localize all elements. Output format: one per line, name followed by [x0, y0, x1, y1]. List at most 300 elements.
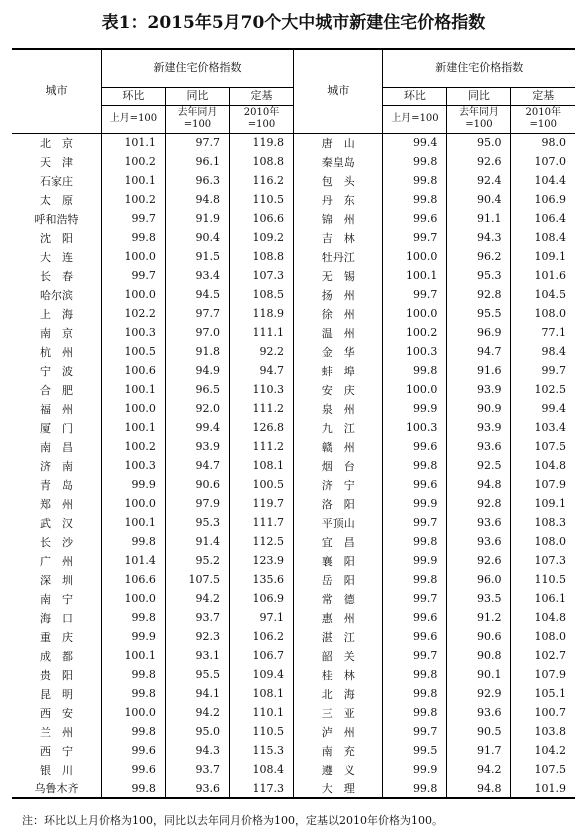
left-mom-cell: 100.1 — [101, 513, 165, 532]
left-mom-cell: 100.5 — [101, 342, 165, 361]
left-base-cell: 100.5 — [229, 475, 293, 494]
left-base-cell: 106.9 — [229, 589, 293, 608]
left-mom-cell: 99.8 — [101, 608, 165, 627]
right-city-cell: 济 宁 — [294, 475, 383, 494]
right-base-cell: 77.1 — [511, 323, 575, 342]
right-base-cell: 98.0 — [511, 133, 575, 152]
right-mom-cell: 99.8 — [383, 190, 447, 209]
right-yoy-cell: 92.9 — [447, 684, 511, 703]
left-base-cell: 111.7 — [229, 513, 293, 532]
left-yoy-cell: 94.9 — [165, 361, 229, 380]
left-city-cell: 西 宁 — [39, 744, 73, 758]
left-city-cell: 青 岛 — [39, 478, 73, 492]
left-city-cell: 大 连 — [39, 250, 73, 264]
right-yoy-cell: 93.9 — [447, 418, 511, 437]
left-mom-cell: 99.7 — [101, 266, 165, 285]
right-mom-cell: 99.7 — [383, 589, 447, 608]
left-city-cell: 太 原 — [39, 193, 73, 207]
left-mom-cell: 99.6 — [101, 741, 165, 760]
table-row — [12, 532, 575, 551]
left-base-cell: 135.6 — [229, 570, 293, 589]
left-yoy-cell: 94.8 — [165, 190, 229, 209]
left-city-cell: 昆 明 — [39, 687, 73, 701]
left-city-cell: 贵 阳 — [39, 668, 73, 682]
right-city-cell: 湛 江 — [294, 627, 383, 646]
header-base-left: 定基 — [229, 87, 293, 105]
right-city-cell: 北 海 — [294, 684, 383, 703]
left-mom-cell: 99.8 — [101, 228, 165, 247]
right-city-cell: 韶 关 — [294, 646, 383, 665]
header-city-left: 城市 — [12, 49, 101, 133]
right-city-cell: 惠 州 — [294, 608, 383, 627]
right-mom-cell: 99.8 — [383, 684, 447, 703]
left-mom-cell: 100.1 — [101, 171, 165, 190]
header-fixed-base-left: 2010年 =100 — [229, 105, 293, 133]
table-row — [12, 494, 575, 513]
left-yoy-cell: 93.1 — [165, 646, 229, 665]
left-base-cell: 119.7 — [229, 494, 293, 513]
right-city-cell: 襄 阳 — [294, 551, 383, 570]
right-city-cell: 泉 州 — [294, 399, 383, 418]
header-mom-left: 环比 — [101, 87, 165, 105]
table-row — [12, 209, 575, 228]
left-city-cell: 北 京 — [39, 136, 73, 150]
right-yoy-cell: 92.8 — [447, 494, 511, 513]
right-mom-cell: 100.0 — [383, 304, 447, 323]
right-base-cell: 102.7 — [511, 646, 575, 665]
left-base-cell: 106.2 — [229, 627, 293, 646]
left-yoy-cell: 90.6 — [165, 475, 229, 494]
left-base-cell: 108.8 — [229, 152, 293, 171]
left-base-cell: 111.2 — [229, 437, 293, 456]
right-base-cell: 108.0 — [511, 304, 575, 323]
right-base-cell: 108.4 — [511, 228, 575, 247]
header-city-right: 城市 — [294, 49, 383, 133]
right-base-cell: 104.2 — [511, 741, 575, 760]
left-yoy-cell: 94.7 — [165, 456, 229, 475]
left-city-cell: 兰 州 — [39, 725, 73, 739]
right-mom-cell: 99.7 — [383, 228, 447, 247]
right-mom-cell: 99.5 — [383, 741, 447, 760]
left-base-cell: 117.3 — [229, 779, 293, 798]
header-yoy-base-left: 去年同月 =100 — [165, 105, 229, 133]
left-city-cell: 天 津 — [39, 155, 73, 169]
right-mom-cell: 99.8 — [383, 361, 447, 380]
right-base-cell: 103.8 — [511, 722, 575, 741]
right-yoy-cell: 96.9 — [447, 323, 511, 342]
right-city-cell: 遵 义 — [294, 760, 383, 779]
table-row — [12, 266, 575, 285]
left-yoy-cell: 95.5 — [165, 665, 229, 684]
left-city-cell: 宁 波 — [39, 364, 73, 378]
right-yoy-cell: 90.4 — [447, 190, 511, 209]
header-base-right: 定基 — [511, 87, 575, 105]
table-row — [12, 760, 575, 779]
left-yoy-cell: 92.3 — [165, 627, 229, 646]
right-yoy-cell: 94.3 — [447, 228, 511, 247]
left-mom-cell: 99.8 — [101, 684, 165, 703]
right-base-cell: 107.9 — [511, 475, 575, 494]
right-base-cell: 109.1 — [511, 494, 575, 513]
left-mom-cell: 100.0 — [101, 399, 165, 418]
right-yoy-cell: 92.8 — [447, 285, 511, 304]
right-base-cell: 107.5 — [511, 437, 575, 456]
left-mom-cell: 100.0 — [101, 247, 165, 266]
right-city-cell: 九 江 — [294, 418, 383, 437]
right-yoy-cell: 94.7 — [447, 342, 511, 361]
right-yoy-cell: 92.4 — [447, 171, 511, 190]
right-mom-cell: 100.2 — [383, 323, 447, 342]
table-row — [12, 171, 575, 190]
left-yoy-cell: 97.7 — [165, 133, 229, 152]
left-yoy-cell: 94.2 — [165, 703, 229, 722]
right-mom-cell: 99.9 — [383, 494, 447, 513]
left-yoy-cell: 95.0 — [165, 722, 229, 741]
left-mom-cell: 99.6 — [101, 760, 165, 779]
table-row — [12, 627, 575, 646]
left-city-cell: 哈尔滨 — [39, 288, 73, 302]
table-row — [12, 133, 575, 152]
right-base-cell: 99.7 — [511, 361, 575, 380]
right-mom-cell: 99.7 — [383, 646, 447, 665]
right-mom-cell: 99.9 — [383, 551, 447, 570]
left-base-cell: 108.8 — [229, 247, 293, 266]
left-mom-cell: 100.2 — [101, 152, 165, 171]
left-mom-cell: 99.9 — [101, 475, 165, 494]
left-mom-cell: 99.9 — [101, 627, 165, 646]
right-yoy-cell: 93.6 — [447, 703, 511, 722]
right-base-cell: 101.6 — [511, 266, 575, 285]
right-mom-cell: 100.1 — [383, 266, 447, 285]
left-city-cell: 福 州 — [39, 402, 73, 416]
right-city-cell: 安 庆 — [294, 380, 383, 399]
left-yoy-cell: 107.5 — [165, 570, 229, 589]
table-row — [12, 247, 575, 266]
right-city-cell: 锦 州 — [294, 209, 383, 228]
left-mom-cell: 99.8 — [101, 532, 165, 551]
right-yoy-cell: 95.5 — [447, 304, 511, 323]
left-yoy-cell: 99.4 — [165, 418, 229, 437]
left-mom-cell: 106.6 — [101, 570, 165, 589]
right-city-cell: 包 头 — [294, 171, 383, 190]
left-mom-cell: 100.3 — [101, 456, 165, 475]
left-mom-cell: 100.3 — [101, 323, 165, 342]
left-yoy-cell: 95.2 — [165, 551, 229, 570]
right-city-cell: 唐 山 — [294, 133, 383, 152]
left-city-cell: 济 南 — [39, 459, 73, 473]
left-mom-cell: 100.2 — [101, 437, 165, 456]
right-yoy-cell: 91.6 — [447, 361, 511, 380]
left-yoy-cell: 93.6 — [165, 779, 229, 798]
left-base-cell: 110.1 — [229, 703, 293, 722]
left-yoy-cell: 94.1 — [165, 684, 229, 703]
right-city-cell: 三 亚 — [294, 703, 383, 722]
right-base-cell: 110.5 — [511, 570, 575, 589]
left-yoy-cell: 92.0 — [165, 399, 229, 418]
left-city-cell: 南 京 — [39, 326, 73, 340]
right-yoy-cell: 91.7 — [447, 741, 511, 760]
left-mom-cell: 99.8 — [101, 722, 165, 741]
left-yoy-cell: 97.7 — [165, 304, 229, 323]
left-base-cell: 109.4 — [229, 665, 293, 684]
table-row — [12, 228, 575, 247]
right-yoy-cell: 96.0 — [447, 570, 511, 589]
right-yoy-cell: 92.6 — [447, 152, 511, 171]
table-title: 表1：2015年5月70个大中城市新建住宅价格指数 — [101, 13, 486, 33]
right-city-cell: 无 锡 — [294, 266, 383, 285]
left-mom-cell: 100.1 — [101, 418, 165, 437]
right-mom-cell: 100.3 — [383, 418, 447, 437]
right-city-cell: 丹 东 — [294, 190, 383, 209]
left-yoy-cell: 95.3 — [165, 513, 229, 532]
left-mom-cell: 100.1 — [101, 646, 165, 665]
header-group-right: 新建住宅价格指数 — [383, 49, 575, 87]
right-yoy-cell: 92.6 — [447, 551, 511, 570]
left-mom-cell: 100.1 — [101, 380, 165, 399]
left-base-cell: 118.9 — [229, 304, 293, 323]
left-mom-cell: 100.0 — [101, 703, 165, 722]
table-row — [12, 456, 575, 475]
right-city-cell: 秦皇岛 — [294, 152, 383, 171]
table-body — [12, 133, 575, 798]
right-mom-cell: 99.9 — [383, 760, 447, 779]
right-city-cell: 桂 林 — [294, 665, 383, 684]
left-base-cell: 112.5 — [229, 532, 293, 551]
right-yoy-cell: 90.9 — [447, 399, 511, 418]
left-mom-cell: 99.8 — [101, 779, 165, 798]
table-row — [12, 342, 575, 361]
right-base-cell: 108.0 — [511, 627, 575, 646]
right-mom-cell: 99.6 — [383, 209, 447, 228]
left-yoy-cell: 96.5 — [165, 380, 229, 399]
left-base-cell: 110.5 — [229, 190, 293, 209]
left-base-cell: 108.1 — [229, 684, 293, 703]
left-city-cell: 上 海 — [39, 307, 73, 321]
left-yoy-cell: 97.0 — [165, 323, 229, 342]
table-row — [12, 418, 575, 437]
header-mom-base-left: 上月=100 — [101, 105, 165, 133]
right-city-cell: 岳 阳 — [294, 570, 383, 589]
left-city-cell: 乌鲁木齐 — [12, 779, 101, 798]
right-mom-cell: 99.7 — [383, 285, 447, 304]
right-mom-cell: 100.0 — [383, 247, 447, 266]
right-city-cell: 泸 州 — [294, 722, 383, 741]
right-yoy-cell: 94.8 — [447, 475, 511, 494]
left-yoy-cell: 97.9 — [165, 494, 229, 513]
right-city-cell: 南 充 — [294, 741, 383, 760]
left-city-cell: 石家庄 — [39, 174, 73, 188]
right-mom-cell: 99.7 — [383, 513, 447, 532]
left-base-cell: 94.7 — [229, 361, 293, 380]
right-city-cell: 徐 州 — [294, 304, 383, 323]
table-row — [12, 304, 575, 323]
right-mom-cell: 99.8 — [383, 703, 447, 722]
right-mom-cell: 99.8 — [383, 570, 447, 589]
right-base-cell: 107.9 — [511, 665, 575, 684]
left-city-cell: 广 州 — [39, 554, 73, 568]
right-yoy-cell: 93.6 — [447, 532, 511, 551]
right-city-cell: 烟 台 — [294, 456, 383, 475]
right-yoy-cell: 93.9 — [447, 380, 511, 399]
left-base-cell: 106.7 — [229, 646, 293, 665]
left-yoy-cell: 90.4 — [165, 228, 229, 247]
right-base-cell: 99.4 — [511, 399, 575, 418]
right-base-cell: 109.1 — [511, 247, 575, 266]
left-city-cell: 呼和浩特 — [34, 212, 79, 226]
left-mom-cell: 102.2 — [101, 304, 165, 323]
table-row — [12, 646, 575, 665]
left-base-cell: 108.5 — [229, 285, 293, 304]
right-mom-cell: 99.6 — [383, 475, 447, 494]
left-yoy-cell: 93.7 — [165, 760, 229, 779]
right-base-cell: 98.4 — [511, 342, 575, 361]
right-mom-cell: 99.8 — [383, 152, 447, 171]
left-mom-cell: 100.6 — [101, 361, 165, 380]
left-city-cell: 南 宁 — [39, 592, 73, 606]
table-row — [12, 380, 575, 399]
right-mom-cell: 99.8 — [383, 779, 447, 798]
left-mom-cell: 99.7 — [101, 209, 165, 228]
left-base-cell: 115.3 — [229, 741, 293, 760]
right-base-cell: 106.9 — [511, 190, 575, 209]
table-row — [12, 665, 575, 684]
left-yoy-cell: 94.2 — [165, 589, 229, 608]
right-base-cell: 104.4 — [511, 171, 575, 190]
left-city-cell: 南 昌 — [39, 440, 73, 454]
right-mom-cell: 100.3 — [383, 342, 447, 361]
header-mom-right: 环比 — [383, 87, 447, 105]
right-yoy-cell: 93.6 — [447, 437, 511, 456]
right-yoy-cell: 90.1 — [447, 665, 511, 684]
left-city-cell: 西 安 — [39, 706, 73, 720]
left-mom-cell: 100.0 — [101, 285, 165, 304]
left-base-cell: 106.6 — [229, 209, 293, 228]
left-city-cell: 长 沙 — [39, 535, 73, 549]
left-base-cell: 111.2 — [229, 399, 293, 418]
left-yoy-cell: 91.4 — [165, 532, 229, 551]
footnote: 注：环比以上月价格为100，同比以去年同月价格为100，定基以2010年价格为100。 — [22, 814, 443, 827]
left-mom-cell: 101.4 — [101, 551, 165, 570]
right-yoy-cell: 90.5 — [447, 722, 511, 741]
table-row — [12, 741, 575, 760]
right-yoy-cell: 90.8 — [447, 646, 511, 665]
right-city-cell: 宜 昌 — [294, 532, 383, 551]
left-mom-cell: 99.8 — [101, 665, 165, 684]
right-yoy-cell: 95.3 — [447, 266, 511, 285]
right-city-cell: 大 理 — [294, 779, 383, 798]
left-city-cell: 海 口 — [39, 611, 73, 625]
right-yoy-cell: 90.6 — [447, 627, 511, 646]
right-base-cell: 104.8 — [511, 456, 575, 475]
left-base-cell: 111.1 — [229, 323, 293, 342]
left-base-cell: 126.8 — [229, 418, 293, 437]
left-city-cell: 银 川 — [39, 763, 73, 777]
right-yoy-cell: 94.2 — [447, 760, 511, 779]
left-mom-cell: 100.0 — [101, 589, 165, 608]
table-row — [12, 608, 575, 627]
left-yoy-cell: 93.4 — [165, 266, 229, 285]
table-row — [12, 589, 575, 608]
left-yoy-cell: 91.9 — [165, 209, 229, 228]
price-index-table — [12, 48, 575, 799]
header-fixed-base-right: 2010年 =100 — [511, 105, 575, 133]
right-city-cell: 洛 阳 — [294, 494, 383, 513]
left-city-cell: 合 肥 — [39, 383, 73, 397]
table-row — [12, 475, 575, 494]
right-base-cell: 108.0 — [511, 532, 575, 551]
left-city-cell: 武 汉 — [39, 516, 73, 530]
left-base-cell: 119.8 — [229, 133, 293, 152]
left-base-cell: 92.2 — [229, 342, 293, 361]
left-base-cell: 97.1 — [229, 608, 293, 627]
left-base-cell: 108.1 — [229, 456, 293, 475]
left-base-cell: 109.2 — [229, 228, 293, 247]
right-mom-cell: 99.8 — [383, 171, 447, 190]
left-city-cell: 成 都 — [39, 649, 73, 663]
left-base-cell: 123.9 — [229, 551, 293, 570]
right-base-cell: 104.5 — [511, 285, 575, 304]
left-yoy-cell: 93.9 — [165, 437, 229, 456]
header-group-left: 新建住宅价格指数 — [101, 49, 293, 87]
right-base-cell: 106.4 — [511, 209, 575, 228]
left-yoy-cell: 94.3 — [165, 741, 229, 760]
right-mom-cell: 99.6 — [383, 608, 447, 627]
right-mom-cell: 99.6 — [383, 437, 447, 456]
right-base-cell: 107.5 — [511, 760, 575, 779]
left-base-cell: 116.2 — [229, 171, 293, 190]
left-base-cell: 110.3 — [229, 380, 293, 399]
right-mom-cell: 99.9 — [383, 399, 447, 418]
right-mom-cell: 99.4 — [383, 133, 447, 152]
left-mom-cell: 100.0 — [101, 494, 165, 513]
left-city-cell: 杭 州 — [39, 345, 73, 359]
table-row — [12, 722, 575, 741]
right-base-cell: 106.1 — [511, 589, 575, 608]
left-base-cell: 108.4 — [229, 760, 293, 779]
right-city-cell: 温 州 — [294, 323, 383, 342]
left-city-cell: 郑 州 — [39, 497, 73, 511]
right-city-cell: 蚌 埠 — [294, 361, 383, 380]
right-city-cell: 赣 州 — [294, 437, 383, 456]
table-row — [12, 399, 575, 418]
left-city-cell: 厦 门 — [39, 421, 73, 435]
right-city-cell: 吉 林 — [294, 228, 383, 247]
right-yoy-cell: 93.6 — [447, 513, 511, 532]
right-yoy-cell: 91.2 — [447, 608, 511, 627]
right-city-cell: 扬 州 — [294, 285, 383, 304]
table-row — [12, 190, 575, 209]
left-yoy-cell: 96.1 — [165, 152, 229, 171]
left-yoy-cell: 91.5 — [165, 247, 229, 266]
right-mom-cell: 99.6 — [383, 627, 447, 646]
right-base-cell: 104.8 — [511, 608, 575, 627]
table-row — [12, 323, 575, 342]
right-yoy-cell: 95.0 — [447, 133, 511, 152]
right-yoy-cell: 93.5 — [447, 589, 511, 608]
left-city-cell: 沈 阳 — [39, 231, 73, 245]
left-city-cell: 重 庆 — [39, 630, 73, 644]
left-base-cell: 107.3 — [229, 266, 293, 285]
left-yoy-cell: 96.3 — [165, 171, 229, 190]
left-yoy-cell: 93.7 — [165, 608, 229, 627]
right-base-cell: 101.9 — [511, 779, 575, 798]
right-mom-cell: 99.7 — [383, 722, 447, 741]
left-mom-cell: 100.2 — [101, 190, 165, 209]
table-row — [12, 437, 575, 456]
table-row — [12, 551, 575, 570]
right-base-cell: 107.3 — [511, 551, 575, 570]
header-yoy-right: 同比 — [447, 87, 511, 105]
